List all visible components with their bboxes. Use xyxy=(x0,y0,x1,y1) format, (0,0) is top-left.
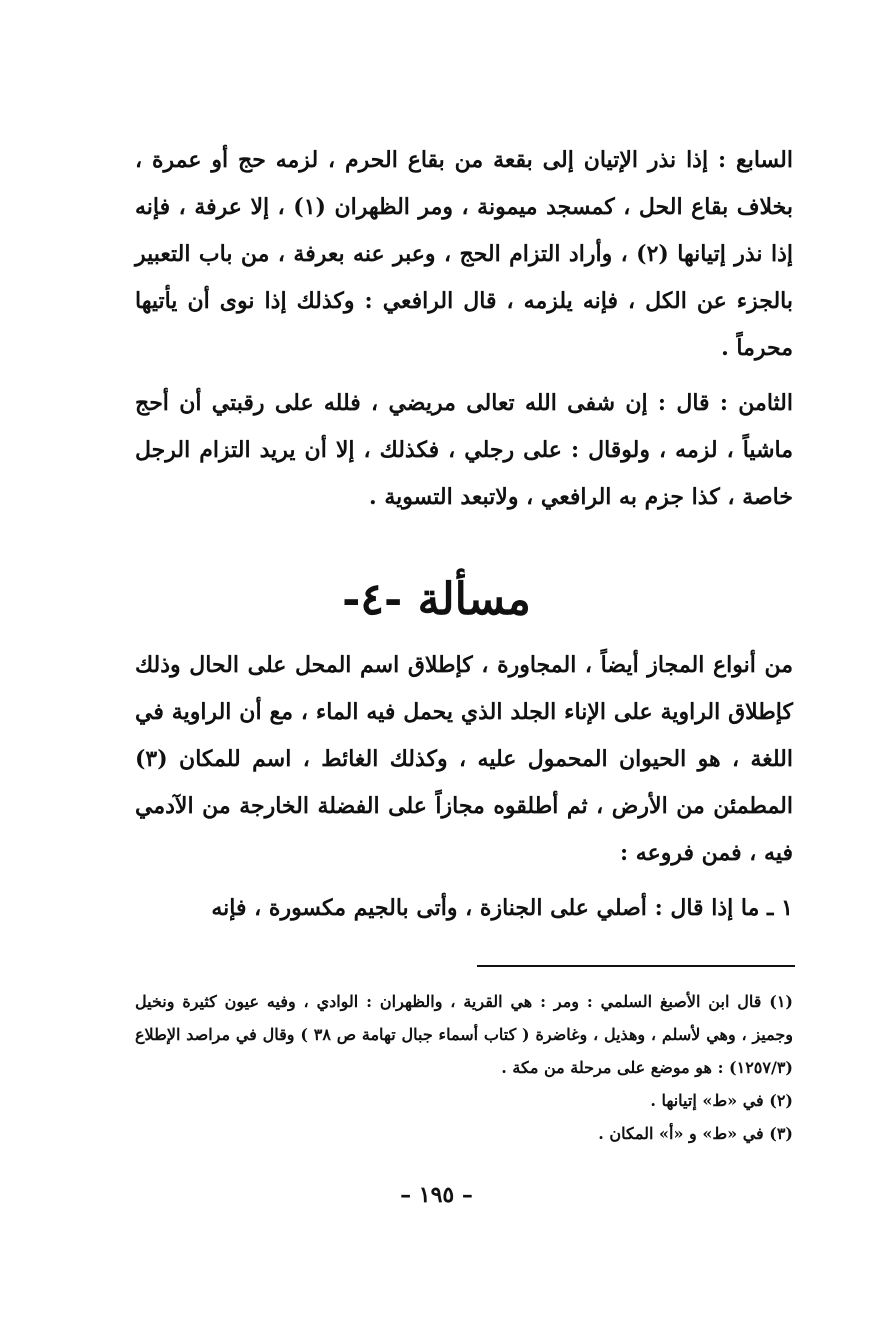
paragraph-body: : قال : إن شفى الله تعالى مريضي ، فلله على رقبتي أن أحج ماشياً ، لزمه ، ولوقال : على رجلي ، فكذلك ، إلا أن يريد التزام الرجل خاصة ، كذا جزم به الرافعي ، ولاتبعد التسوية . xyxy=(135,390,793,510)
paragraph-metonymy: من أنواع المجاز أيضاً ، المجاورة ، كإطلاق اسم المحل على الحال وذلك كإطلاق الراوية على الإناء الجلد الذي يحمل فيه الماء ، مع أن الراوية في اللغة ، هو الحيوان المحمول عليه ، وكذلك الغائط ، اسم للمكان (٣) المطمئن من الأرض ، ثم أطلقوه مجازاً على الفضلة الخارجة من الآدمي فيه ، فمن فروعه : xyxy=(135,652,793,866)
page-number: – ١٩٥ – xyxy=(400,1182,473,1208)
paragraph-seventh xyxy=(135,137,793,372)
footnotes xyxy=(135,985,793,1150)
section-heading: مسألة -٤- xyxy=(342,574,531,625)
paragraph-body: : إذا نذر الإتيان إلى بقعة من بقاع الحرم ، لزمه حج أو عمرة ، بخلاف بقاع الحل ، كمسجد ميمونة ، ومر الظهران (١) ، إلا عرفة ، فإنه إذا نذر إتيانها (٢) ، وأراد التزام الحج ، وعبر عنه بعرفة ، من باب التعبير بالجزء عن الكل ، فإنه يلزمه ، قال الرافعي : وكذلك إذا نوى أن يأتيها محرماً . xyxy=(135,147,794,361)
footnote-1: (١) قال ابن الأصبغ السلمي : ومر : هي القرية ، والظهران : الوادي ، وفيه عيون كثيرة ونخيل وجميز ، وهي لأسلم ، وهذيل ، وغاضرة ( كتاب أسماء جبال تهامة ص ٣٨ ) وقال في مراصد الإطلاع (١٢٥٧/٣) : هو موضع على مرحلة من مكة . xyxy=(135,992,793,1077)
paragraph-eighth xyxy=(135,380,793,521)
paragraph-first-branch: ١ ـ ما إذا قال : أصلي على الجنازة ، وأتى بالجيم مكسورة ، فإنه xyxy=(211,895,793,921)
footnote-2: (٢) في «ط» إتيانها . xyxy=(650,1091,793,1110)
paragraph-lead: السابع xyxy=(736,147,793,173)
footnote-3: (٣) في «ط» و «أ» المكان . xyxy=(598,1124,793,1143)
paragraph-lead: الثامن xyxy=(738,390,793,416)
footnote-divider xyxy=(477,965,795,967)
